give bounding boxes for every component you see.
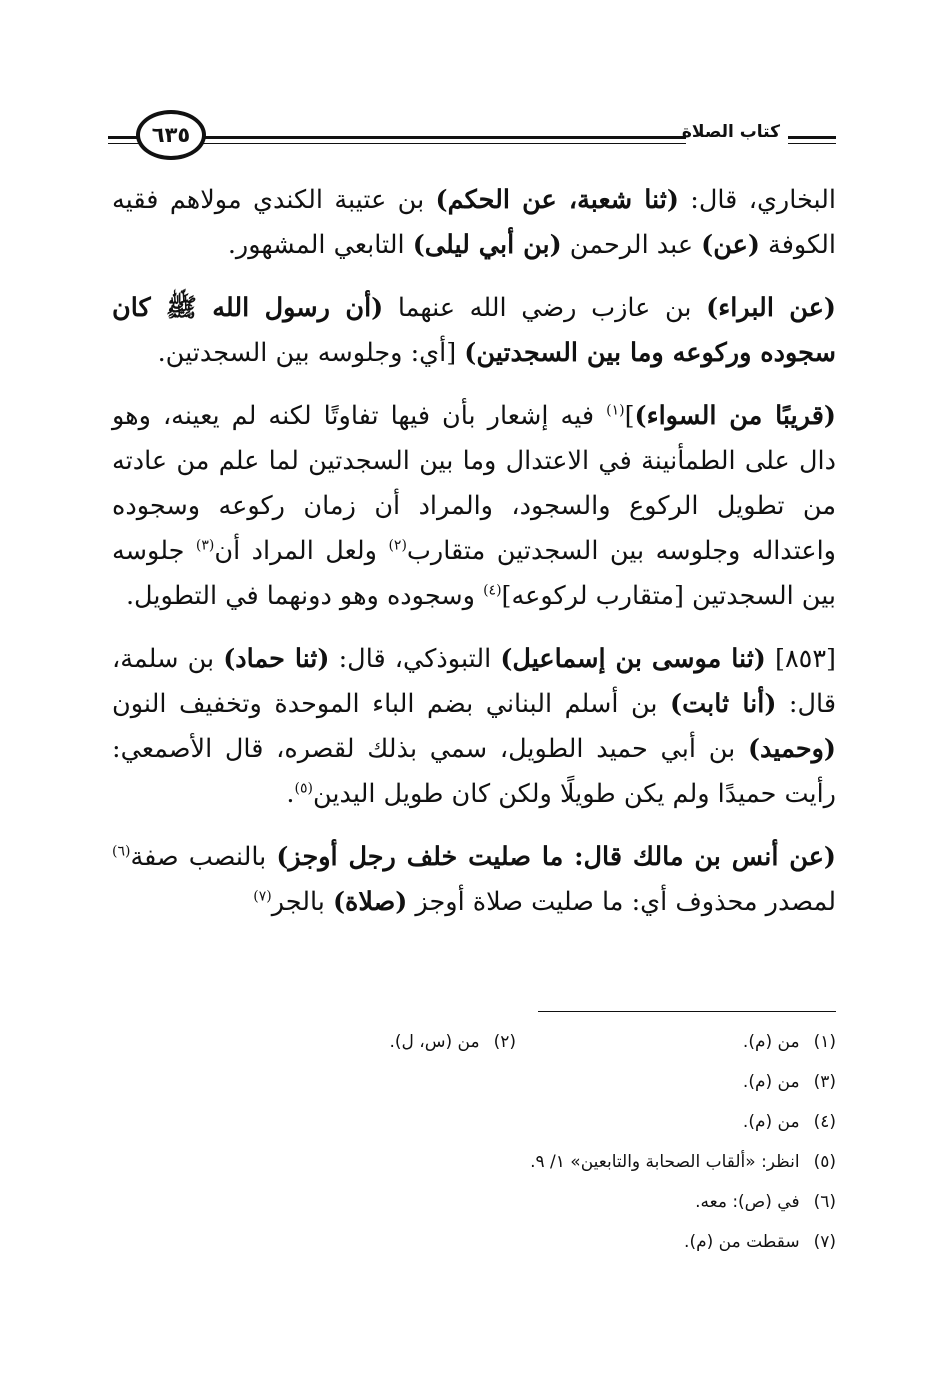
footnote-2 [389, 1027, 516, 1057]
footnote-separator [538, 1011, 836, 1012]
footnote-ref: (٦) [112, 843, 131, 860]
header-rule-right-thin [788, 143, 836, 144]
commentary-text: جلوسه بين السجدتين [متقارب لركوعه] [112, 536, 836, 611]
commentary-text: [٨٥٣] [765, 644, 836, 674]
header-rule-right [788, 136, 836, 139]
commentary-text: بن سلمة، قال: [112, 644, 837, 719]
hadith-text: (ثنا موسى بن إسماعيل) [500, 644, 766, 674]
footnote-row [112, 1227, 836, 1267]
footnote-number: (٤) [813, 1112, 836, 1132]
commentary-text: فيه إشعار بأن فيها تفاوتًا لكنه لم يعينه، وهو دال على الطمأنينة في الاعتدال وما بين السجدتين لما علم من عادته من تطويل الركوع والسجود، والمراد أن زمان ركوعه وسجوده واعتداله وجلوسه بين السجدتين متقارب [112, 401, 836, 566]
footnote-ref: (٤) [483, 582, 502, 599]
page-header [108, 108, 836, 168]
commentary-text: التابعي المشهور. [227, 230, 413, 260]
footnote-row [112, 1067, 836, 1107]
commentary-text: بالنصب صفة [130, 842, 277, 872]
footnote-text: من (م). [742, 1032, 800, 1052]
header-rule-middle-thin [178, 143, 686, 144]
footnote-5 [530, 1147, 836, 1177]
footnote-number: (٥) [813, 1152, 836, 1172]
footnote-row [112, 1147, 836, 1187]
footnote-ref: (٣) [195, 537, 215, 554]
commentary-text: بن أسلم البناني بضم الباء الموحدة وتخفيف النون [112, 689, 671, 719]
footnote-text: من (م). [742, 1112, 800, 1132]
footnote-6 [695, 1187, 836, 1217]
footnote-3 [743, 1067, 836, 1097]
hadith-text: (عن أنس بن مالك قال: ما صليت خلف رجل أوجز) [276, 842, 836, 872]
hadith-text: (وحميد) [747, 734, 836, 764]
footnote-text: من (م). [742, 1072, 800, 1092]
footnote-text: سقطت من (م). [684, 1232, 800, 1252]
commentary-text: بن أبي حميد الطويل، سمي بذلك لقصره، قال الأصمعي: رأيت حميدًا ولم يكن طويلًا ولكن كان طويل اليدين [112, 734, 836, 809]
hadith-text: (قريبًا من السواء) [634, 401, 836, 431]
footnote-1 [743, 1027, 836, 1057]
footnote-ref: (٧) [253, 888, 272, 905]
commentary-text: وسجوده وهو دونهما في التطويل. [125, 581, 484, 611]
commentary-text: التبوذكي، قال: [329, 644, 501, 674]
hadith-text: (أن رسول الله ﷺ كان سجوده وركوعه وما بين السجدتين) [112, 293, 836, 368]
commentary-text: [أي: وجلوسه بين السجدتين. [157, 338, 465, 368]
commentary-text: بن عازب رضي الله عنهما [383, 293, 707, 323]
hadith-text: (أنا ثابت) [670, 689, 777, 719]
paragraph [112, 835, 836, 925]
commentary-text: بن عتيبة الكندي مولاهم فقيه الكوفة [112, 185, 836, 260]
commentary-text: البخاري، قال: [678, 185, 836, 215]
footnote-4 [743, 1107, 836, 1137]
footnote-text: في (ص): معه. [695, 1192, 800, 1212]
footnote-ref: (٥) [294, 780, 313, 797]
commentary-text: عبد الرحمن [561, 230, 702, 260]
running-title: كتاب الصلاة [681, 122, 780, 142]
footnote-number: (٧) [813, 1232, 836, 1252]
footnote-number: (١) [813, 1032, 836, 1052]
header-rule-middle [178, 136, 686, 139]
footnote-text: من (س، ل). [389, 1032, 480, 1052]
footnote-7 [684, 1227, 836, 1257]
footnote-row [112, 1107, 836, 1147]
commentary-text: بالجر [271, 887, 333, 917]
footnote-number: (٣) [813, 1072, 836, 1092]
commentary-text: ] [624, 401, 635, 431]
paragraph [112, 286, 836, 376]
footnotes [112, 1027, 836, 1267]
page-number: ٦٣٥ [136, 110, 206, 160]
footnote-text: انظر: «ألقاب الصحابة والتابعين» ١/ ٩. [530, 1152, 800, 1172]
commentary-text: لمصدر محذوف أي: ما صليت صلاة أوجز [407, 887, 836, 917]
paragraph [112, 178, 836, 268]
commentary-text: . [286, 779, 295, 809]
main-text [112, 178, 836, 943]
hadith-text: (عن) [701, 230, 760, 260]
footnote-ref: (١) [606, 402, 625, 419]
commentary-text: ولعل المراد أن [214, 536, 389, 566]
footnote-number: (٦) [813, 1192, 836, 1212]
footnote-row [112, 1187, 836, 1227]
footnote-row [112, 1027, 836, 1067]
hadith-text: (صلاة) [332, 887, 408, 917]
hadith-text: (عن البراء) [706, 293, 836, 323]
paragraph [112, 394, 836, 619]
hadith-text: (ثنا شعبة، عن الحكم) [435, 185, 679, 215]
footnote-number: (٢) [493, 1032, 516, 1052]
hadith-text: (بن أبي ليلى) [412, 230, 562, 260]
footnote-ref: (٢) [388, 537, 407, 554]
paragraph [112, 637, 836, 817]
hadith-text: (ثنا حماد) [223, 644, 330, 674]
